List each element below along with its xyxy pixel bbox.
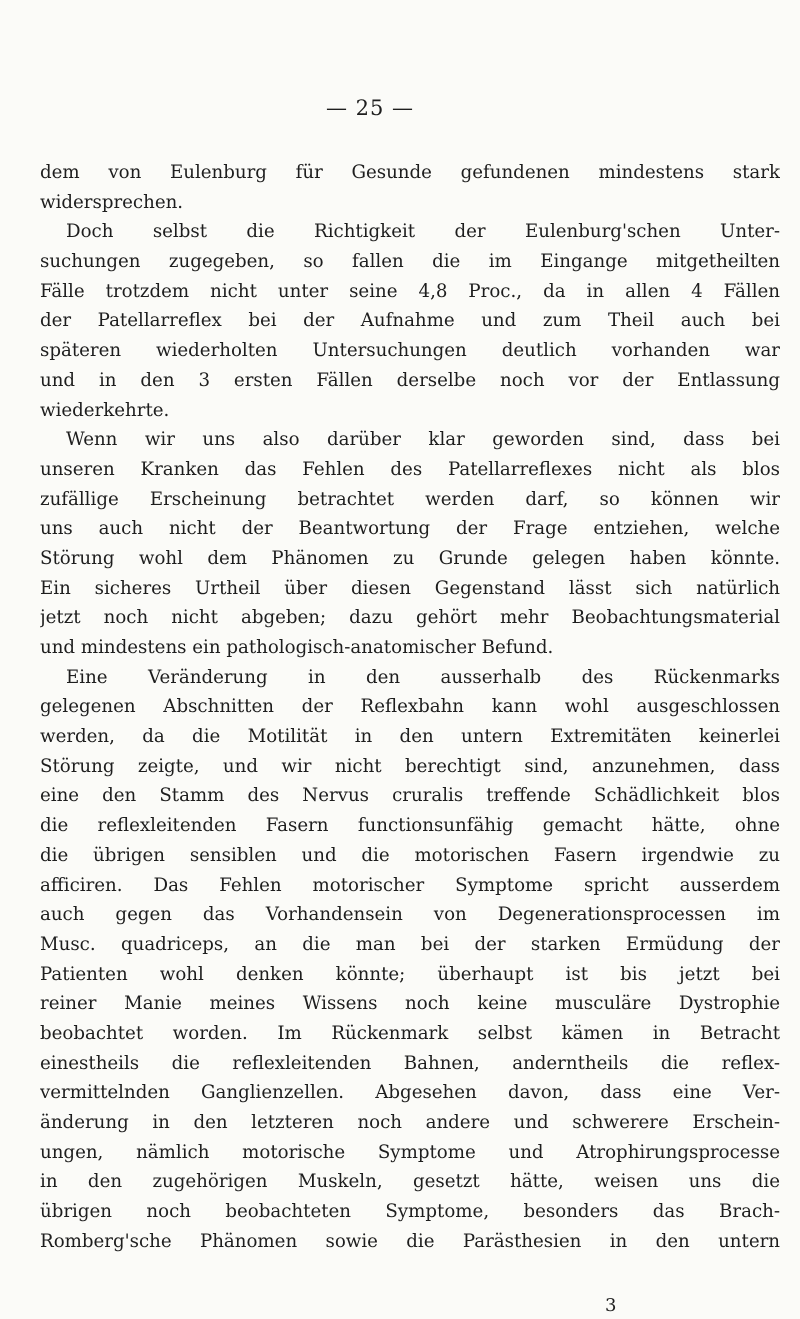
text-line: einestheils die reflexleitenden Bahnen, anderntheils die reflex- bbox=[40, 1052, 780, 1074]
text-line: suchungen zugegeben, so fallen die im Eingange mitgetheilten bbox=[40, 251, 780, 273]
text-line: die übrigen sensiblen und die motorischen Fasern irgendwie zu bbox=[40, 844, 780, 866]
text-line: zufällige Erscheinung betrachtet werden darf, so können wir bbox=[40, 488, 780, 510]
text-line: der Patellarreflex bei der Aufnahme und zum Theil auch bei bbox=[40, 310, 780, 332]
text-line: und in den 3 ersten Fällen derselbe noch vor der Entlassung bbox=[40, 369, 780, 391]
text-line: Eine Veränderung in den ausserhalb des Rückenmarks bbox=[66, 666, 780, 688]
text-line: Wenn wir uns also darüber klar geworden sind, dass bei bbox=[66, 429, 780, 451]
text-line: eine den Stamm des Nervus cruralis treffende Schädlichkeit blos bbox=[40, 785, 780, 807]
signature-mark: 3 bbox=[605, 1295, 617, 1316]
text-line: jetzt noch nicht abgeben; dazu gehört mehr Beobachtungsmaterial bbox=[40, 607, 780, 629]
text-line: Ein sicheres Urtheil über diesen Gegenstand lässt sich natürlich bbox=[40, 577, 780, 599]
text-line: uns auch nicht der Beantwortung der Frage entziehen, welche bbox=[40, 518, 780, 540]
text-line: Patienten wohl denken könnte; überhaupt ist bis jetzt bei bbox=[40, 963, 780, 985]
text-line: wiederkehrte. bbox=[40, 399, 170, 421]
text-line: späteren wiederholten Untersuchungen deutlich vorhanden war bbox=[40, 340, 780, 362]
text-line: Störung zeigte, und wir nicht berechtigt sind, anzunehmen, dass bbox=[40, 755, 780, 777]
text-line: auch gegen das Vorhandensein von Degenerationsprocessen im bbox=[40, 904, 780, 926]
text-line: Musc. quadriceps, an die man bei der starken Ermüdung der bbox=[40, 933, 780, 955]
body-text bbox=[40, 158, 780, 1256]
text-line: dem von Eulenburg für Gesunde gefundenen mindestens stark bbox=[40, 162, 780, 183]
page-number: — 25 — bbox=[325, 96, 415, 120]
text-line: widersprechen. bbox=[40, 191, 184, 213]
text-line: reiner Manie meines Wissens noch keine musculäre Dystrophie bbox=[40, 993, 780, 1015]
text-line: Doch selbst die Richtigkeit der Eulenburg'schen Unter- bbox=[66, 221, 780, 243]
text-line: afficiren. Das Fehlen motorischer Symptome spricht ausserdem bbox=[40, 874, 780, 896]
text-line: unseren Kranken das Fehlen des Patellarreflexes nicht als blos bbox=[40, 458, 780, 480]
text-line: in den zugehörigen Muskeln, gesetzt hätte, weisen uns die bbox=[40, 1171, 780, 1193]
text-line: die reflexleitenden Fasern functionsunfähig gemacht hätte, ohne bbox=[40, 815, 780, 837]
text-line: ungen, nämlich motorische Symptome und Atrophirungsprocesse bbox=[40, 1141, 780, 1163]
text-line: beobachtet worden. Im Rückenmark selbst kämen in Betracht bbox=[40, 1022, 780, 1044]
text-line: gelegenen Abschnitten der Reflexbahn kann wohl ausgeschlossen bbox=[40, 696, 780, 718]
text-line: änderung in den letzteren noch andere und schwerere Erschein- bbox=[40, 1112, 780, 1133]
text-line: werden, da die Motilität in den untern Extremitäten keinerlei bbox=[40, 726, 780, 748]
text-line: Störung wohl dem Phänomen zu Grunde gelegen haben könnte. bbox=[40, 547, 780, 569]
text-line: vermittelnden Ganglienzellen. Abgesehen davon, dass eine Ver- bbox=[40, 1082, 780, 1104]
text-line: und mindestens ein pathologisch-anatomischer Befund. bbox=[40, 637, 554, 658]
text-line: Fälle trotzdem nicht unter seine 4,8 Proc., da in allen 4 Fällen bbox=[40, 280, 780, 302]
text-line: Romberg'sche Phänomen sowie die Parästhesien in den untern bbox=[40, 1230, 780, 1252]
text-line: übrigen noch beobachteten Symptome, besonders das Brach- bbox=[40, 1201, 780, 1223]
